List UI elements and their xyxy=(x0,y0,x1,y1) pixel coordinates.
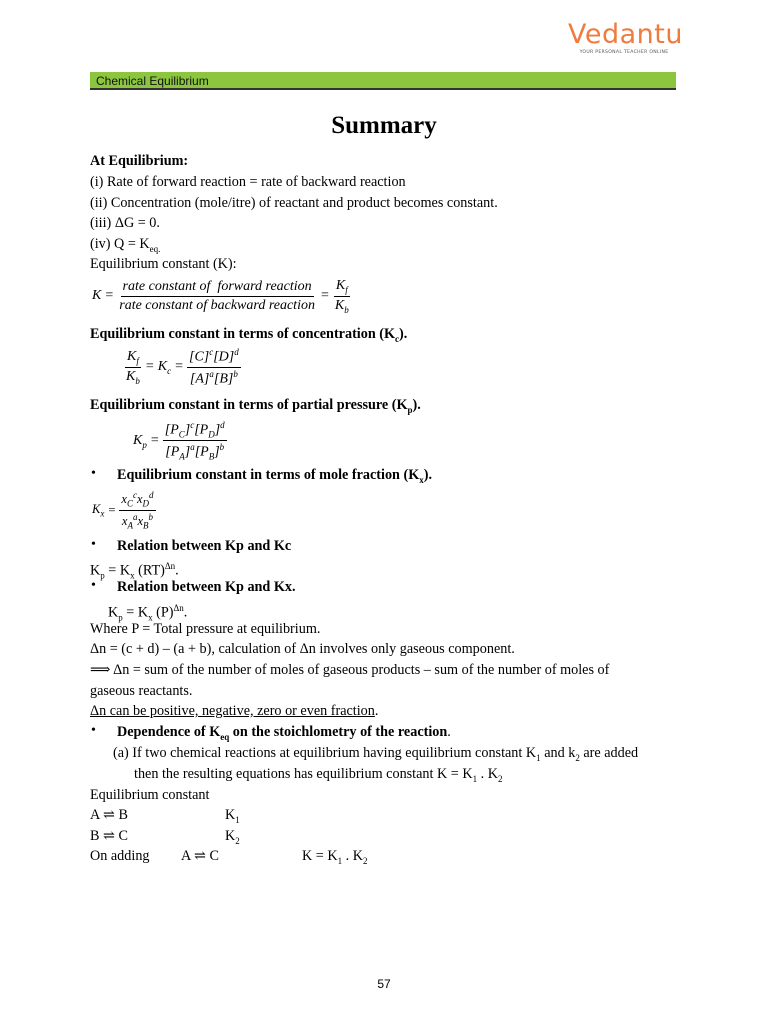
bullet: • xyxy=(91,723,96,738)
kx-heading-text: Equilibrium constant in terms of mole fraction (K xyxy=(117,467,420,483)
delta-n-sum-line1: ⟹ Δn = sum of the number of moles of gaseous products – sum of the number of moles of xyxy=(90,662,610,678)
kp-heading-end: ). xyxy=(412,397,421,413)
logo-tagline: YOUR PERSONAL TEACHER ONLINE xyxy=(579,50,669,55)
kc-heading-end: ). xyxy=(399,326,408,342)
point-a2-mid: . K xyxy=(477,766,498,782)
kx-heading-end: ). xyxy=(423,467,433,483)
vedantu-logo xyxy=(568,19,683,55)
kc-heading-sub: c xyxy=(395,333,400,344)
point-ii: (ii) Concentration (mole/itre) of reactant and product becomes constant. xyxy=(90,195,498,211)
delta-n-sum-line2: gaseous reactants. xyxy=(90,683,193,699)
kp-heading xyxy=(90,396,421,419)
point-a-text: (a) If two chemical reactions at equilibrium having equilibrium constant K xyxy=(113,745,537,761)
delta-n-definition: Δn = (c + d) – (a + b), calculation of Δn involves only gaseous component. xyxy=(90,641,515,657)
reaction-3-k: $K = K_1$ . $K_2$ xyxy=(302,848,368,866)
dependence-heading-sub: eq xyxy=(220,731,230,742)
point-a2-text: then the resulting equations has equilibrium constant K = K xyxy=(134,766,473,782)
kp-equation: $K_p$ = $\frac{[P_C]^c[P_D]^d}{[P_A]^a[P_B]^b}$ xyxy=(133,420,225,462)
on-adding-label: On adding xyxy=(90,848,150,864)
kp-kx-equation: $K_p = K_x$ $(P)^{\Delta n}$. xyxy=(108,603,188,623)
kx-heading-sub: x xyxy=(419,474,424,485)
point-iv-text: (iv) Q = K xyxy=(90,236,150,252)
kp-kc-equation: $K_p = K_x$ (RT)$^{\Delta n}$. xyxy=(90,561,179,581)
point-a-line2: then the resulting equations has equilibrium constant $K = K_1$ . $K_2$ xyxy=(134,766,503,784)
point-a-line1: (a) If two chemical reactions at equilibrium having equilibrium constant $K_1$ and $k_2$ are added xyxy=(113,745,639,763)
logo-wordmark: Vedantu xyxy=(568,19,683,50)
bullet: • xyxy=(91,578,96,593)
point-iv-sub: eq. xyxy=(149,243,161,254)
point-a-mid: and k xyxy=(540,745,576,761)
reaction-1: A ⇌ B xyxy=(90,807,128,823)
eq-constant-table-label: Equilibrium constant xyxy=(90,787,210,803)
bullet: • xyxy=(91,466,96,481)
point-a-end: are added xyxy=(579,745,639,761)
reaction-3-k-text: K = K xyxy=(302,848,338,864)
kc-heading xyxy=(90,325,407,348)
kp-heading-sub: p xyxy=(407,404,413,415)
delta-n-can-be-text: Δn can be positive, negative, zero or even fraction xyxy=(90,703,375,719)
where-p-line: Where P = Total pressure at equilibrium. xyxy=(90,621,321,637)
bullet: • xyxy=(91,537,96,552)
eq-constant-label: Equilibrium constant (K): xyxy=(90,256,237,272)
reaction-1-k-text: K xyxy=(225,807,236,823)
reaction-3-k-mid: . K xyxy=(342,848,363,864)
reaction-1-k: $K_1$ xyxy=(225,807,240,825)
kp-kx-heading: Relation between Kp and Kx. xyxy=(117,579,296,595)
point-iii: (iii) ΔG = 0. xyxy=(90,215,160,231)
kx-heading xyxy=(117,466,432,489)
delta-n-can-be-dot: . xyxy=(374,703,379,719)
kx-equation: $K_x$ = $\frac{x_C^cx_D^d}{x_A^ax_B^b}$ xyxy=(92,490,154,531)
dependence-heading-end: on the stoichlometry of the reaction xyxy=(229,724,448,740)
page-number: 57 xyxy=(377,977,391,991)
chapter-header-bar: Chemical Equilibrium xyxy=(90,72,676,90)
reaction-2-k: $K_2$ xyxy=(225,828,240,846)
reaction-2-k-text: K xyxy=(225,828,236,844)
delta-n-can-be xyxy=(90,702,378,720)
kp-heading-text: Equilibrium constant in terms of partial pressure (K xyxy=(90,397,408,413)
dependence-heading-text: Dependence of K xyxy=(117,724,221,740)
reaction-2: B ⇌ C xyxy=(90,828,128,844)
kp-kc-heading: Relation between Kp and Kc xyxy=(117,538,292,554)
at-equilibrium-heading: At Equilibrium: xyxy=(90,153,189,169)
point-i: (i) Rate of forward reaction = rate of backward reaction xyxy=(90,174,406,190)
reaction-3: A ⇌ C xyxy=(181,848,219,864)
page-title: Summary xyxy=(331,112,437,139)
dependence-heading-dot: . xyxy=(447,724,451,740)
kc-heading-text: Equilibrium constant in terms of concentration (K xyxy=(90,326,396,342)
k-definition-equation: K = $\frac{\text{rate constant of forward reaction}}{\text{rate constant of backward reaction}}$ = $\frac{K_f}{K_b}$ xyxy=(92,278,349,315)
kc-equation: $\frac{K_f}{K_b}$ = $K_c$ = $\frac{[C]^c[D]^d}{[A]^a[B]^b}$ xyxy=(126,347,239,387)
dependence-heading xyxy=(117,723,451,746)
